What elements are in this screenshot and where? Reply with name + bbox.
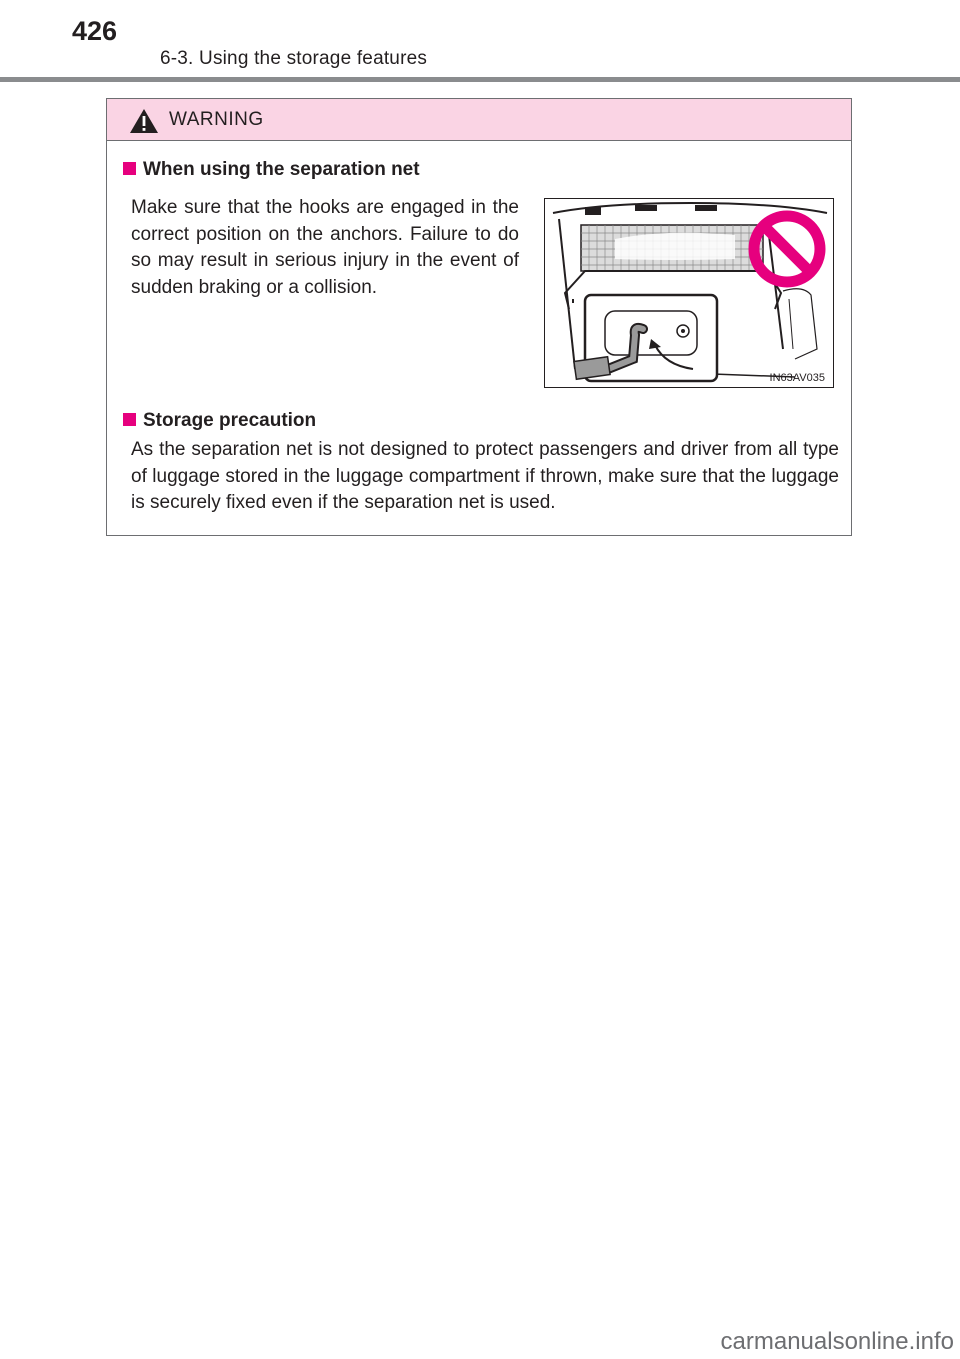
bullet-square-icon [123,413,136,426]
warning-box [106,98,852,536]
warning-item-heading: Storage precaution [123,410,316,432]
page-header [0,0,960,84]
separation-net-illustration [544,198,834,388]
page-number: 426 [72,16,118,46]
warning-title: WARNING [169,109,264,130]
warning-item-heading: When using the separation net [123,159,420,181]
warning-item-text: Make sure that the hooks are engaged in the correct position on the anchors. Failure to do so may result in serious injury in the event of sudden braking or a collision. [131,197,519,298]
watermark: carmanualsonline.info [720,1328,954,1355]
warning-triangle-icon [129,108,159,134]
header-rule [0,77,960,82]
warning-item-text: As the separation net is not designed to protect passengers and driver from all type of luggage stored in the luggage compartment if thrown, make sure that the luggage is securely fixed even if the separation net is used. [131,439,839,513]
illustration-code: IN63AV035 [769,372,825,384]
warning-header [107,99,851,141]
luggage-compartment-hook-diagram [545,199,835,389]
section-title: 6-3. Using the storage features [160,48,428,69]
bullet-square-icon [123,162,136,175]
